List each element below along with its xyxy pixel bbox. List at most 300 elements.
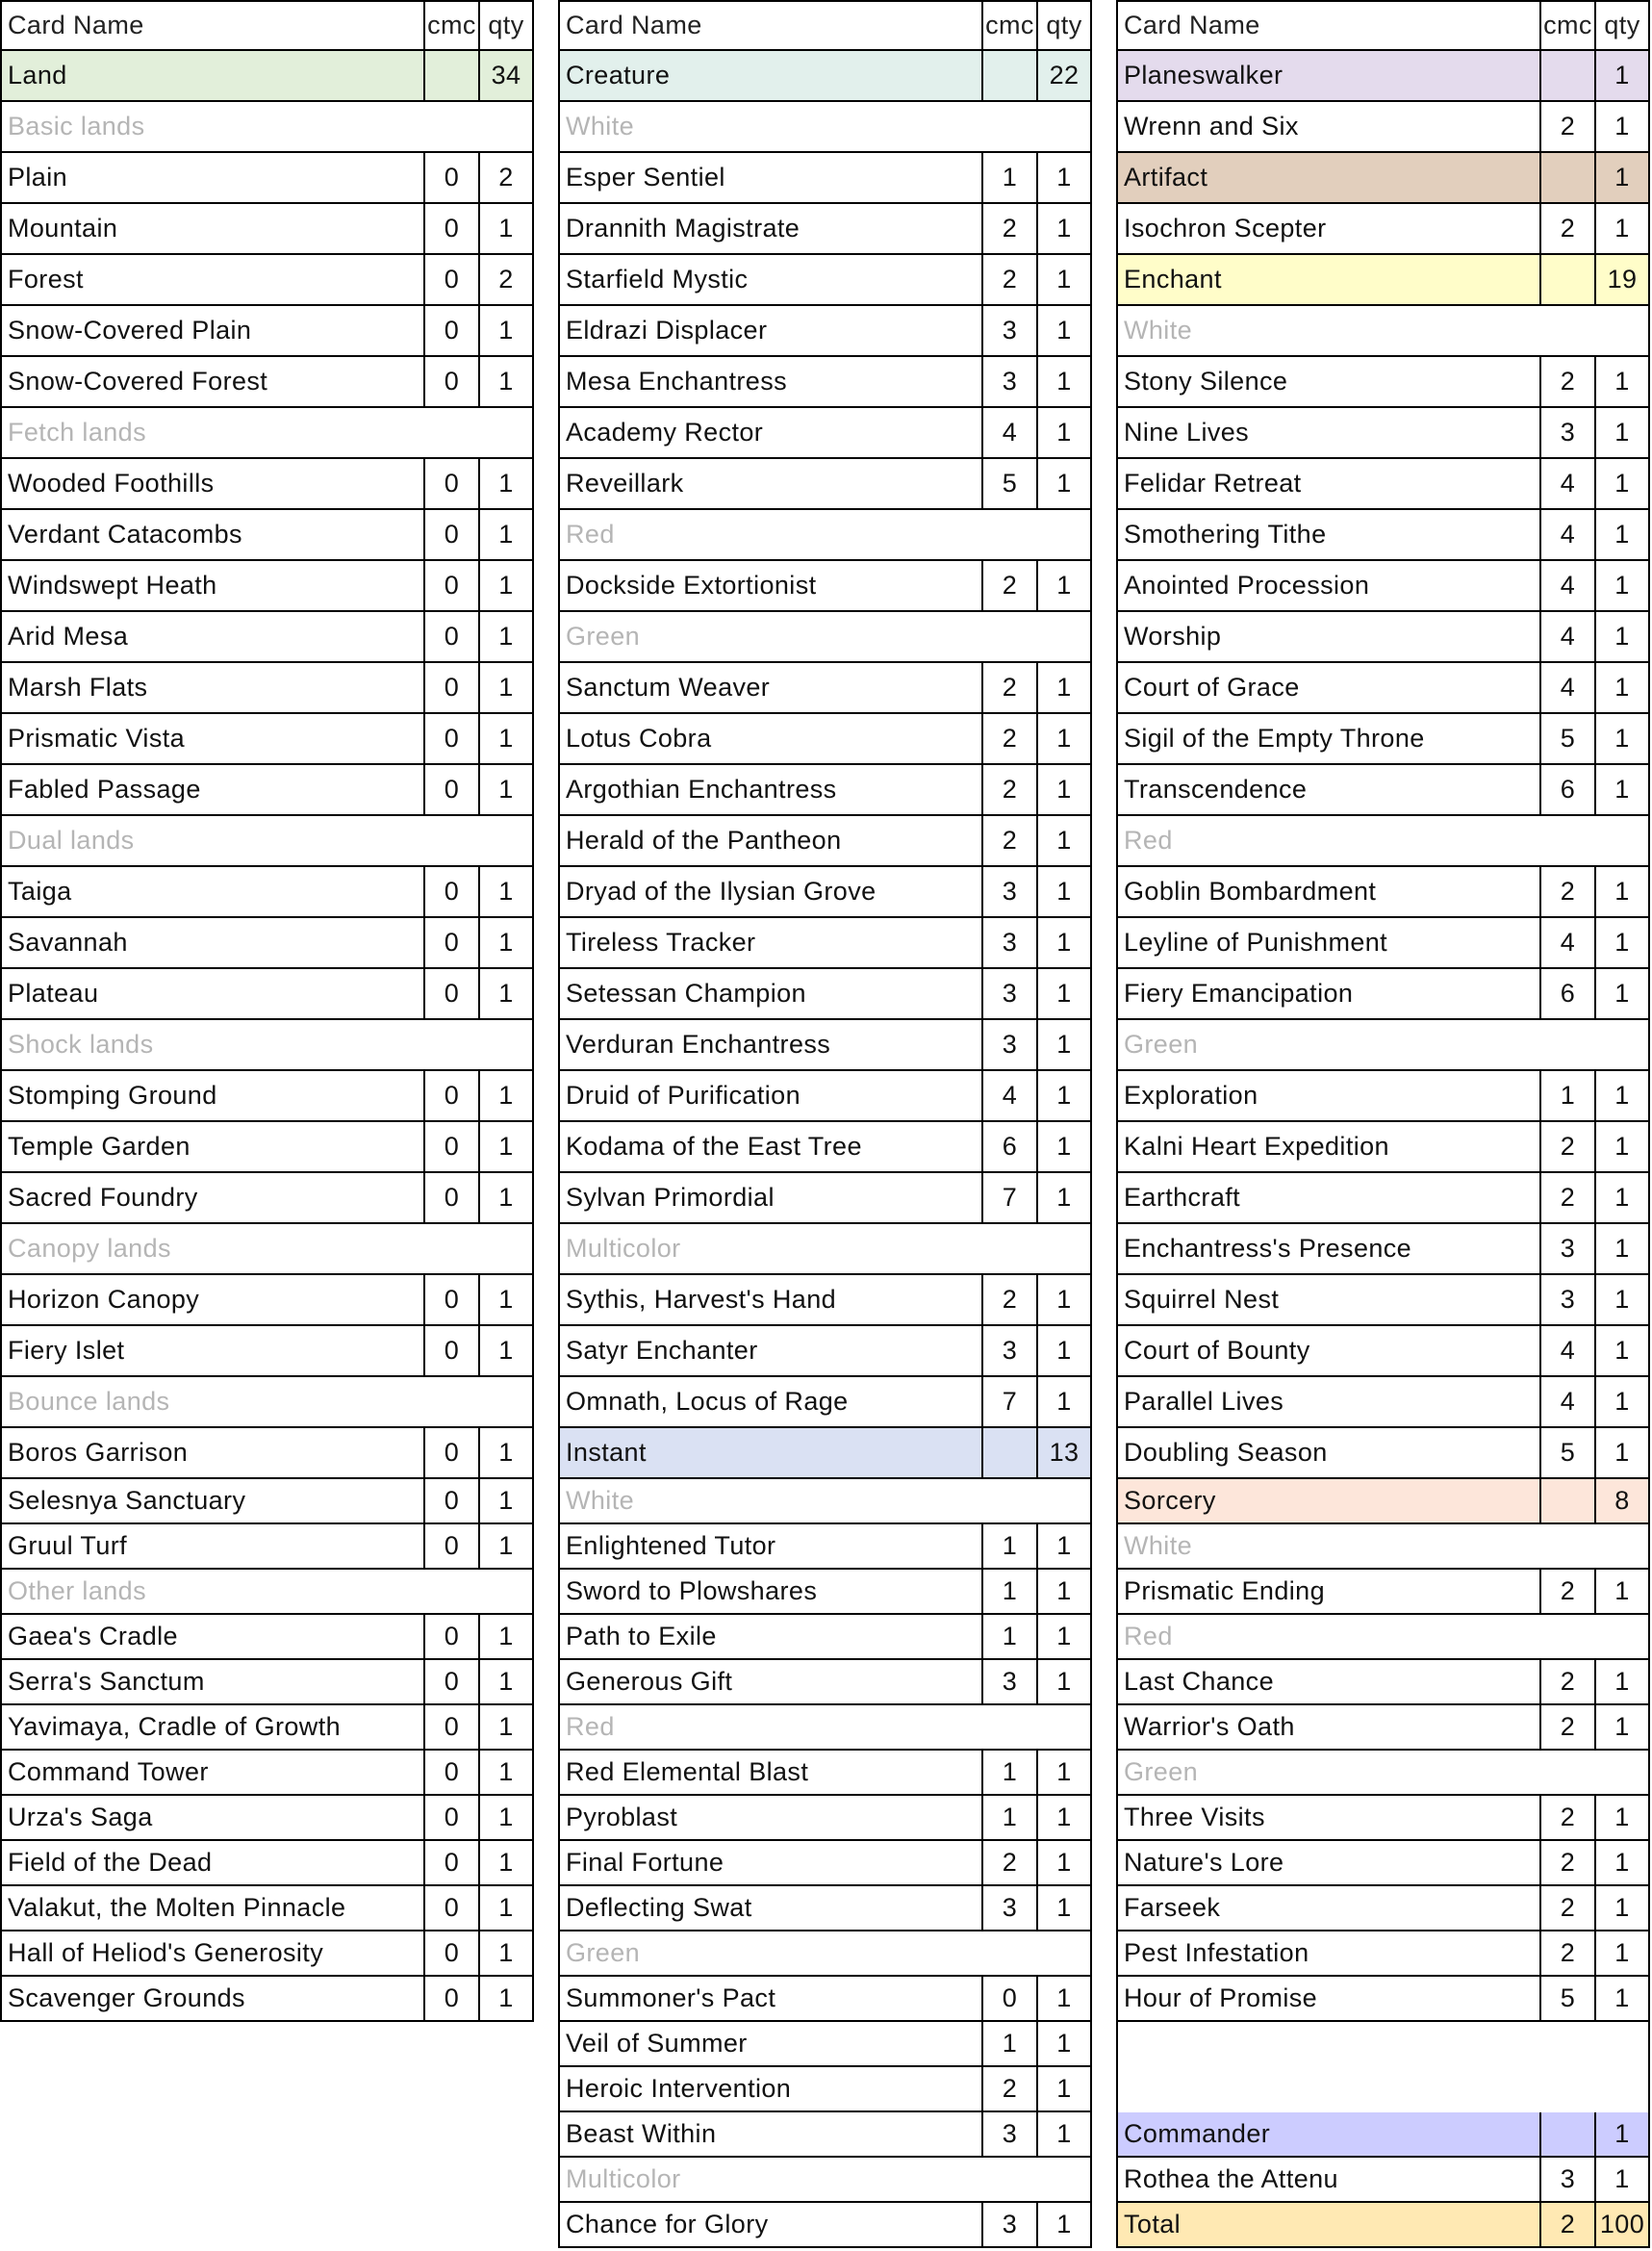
empty-cell[interactable]	[1116, 2022, 1650, 2112]
cmc-cell[interactable]: 1	[983, 153, 1038, 202]
cmc-cell[interactable]: 4	[1541, 612, 1596, 661]
card-name-cell[interactable]: Selesnya Sanctuary	[0, 1479, 425, 1522]
qty-cell[interactable]: 1	[480, 1660, 534, 1703]
qty-cell[interactable]: 1	[1596, 51, 1650, 100]
qty-cell[interactable]: 1	[480, 867, 534, 916]
qty-cell[interactable]: 1	[1038, 1326, 1092, 1375]
qty-cell[interactable]: 1	[1038, 357, 1092, 406]
cmc-header[interactable]: cmc	[425, 2, 480, 49]
cmc-cell[interactable]: 2	[1541, 1122, 1596, 1171]
qty-cell[interactable]: 1	[480, 663, 534, 712]
card-name-cell[interactable]: Gaea's Cradle	[0, 1615, 425, 1658]
card-name-cell[interactable]: Beast Within	[558, 2112, 983, 2156]
card-name-cell[interactable]: Starfield Mystic	[558, 255, 983, 304]
cmc-cell[interactable]: 3	[983, 918, 1038, 967]
qty-cell[interactable]: 1	[480, 1841, 534, 1884]
cmc-cell[interactable]: 7	[983, 1377, 1038, 1426]
card-name-cell[interactable]: Sigil of the Empty Throne	[1116, 714, 1541, 763]
cmc-cell[interactable]: 0	[425, 153, 480, 202]
qty-cell[interactable]: 1	[1038, 1886, 1092, 1930]
card-name-cell[interactable]: Nature's Lore	[1116, 1841, 1541, 1884]
card-name-cell[interactable]: Court of Grace	[1116, 663, 1541, 712]
qty-cell[interactable]: 19	[1596, 255, 1650, 304]
qty-cell[interactable]: 1	[480, 1428, 534, 1477]
card-name-header[interactable]: Card Name	[0, 2, 425, 49]
cmc-cell[interactable]: 2	[1541, 1886, 1596, 1930]
qty-cell[interactable]: 1	[1596, 1931, 1650, 1975]
qty-cell[interactable]: 1	[1038, 1020, 1092, 1069]
card-name-cell[interactable]: Nine Lives	[1116, 408, 1541, 457]
cmc-cell[interactable]: 2	[1541, 1705, 1596, 1749]
cmc-cell[interactable]: 7	[983, 1173, 1038, 1222]
subheading-label[interactable]: Dual lands	[0, 816, 534, 865]
qty-cell[interactable]: 1	[1596, 1796, 1650, 1839]
category-name[interactable]: Artifact	[1116, 153, 1541, 202]
cmc-cell[interactable]: 3	[983, 2203, 1038, 2246]
card-name-cell[interactable]: Three Visits	[1116, 1796, 1541, 1839]
qty-cell[interactable]: 1	[480, 1479, 534, 1522]
cmc-cell[interactable]: 0	[425, 1071, 480, 1120]
card-name-cell[interactable]: Boros Garrison	[0, 1428, 425, 1477]
card-name-cell[interactable]: Command Tower	[0, 1751, 425, 1794]
card-name-cell[interactable]: Stony Silence	[1116, 357, 1541, 406]
card-name-cell[interactable]: Argothian Enchantress	[558, 765, 983, 814]
card-name-cell[interactable]: Forest	[0, 255, 425, 304]
category-name[interactable]: Enchant	[1116, 255, 1541, 304]
cmc-cell[interactable]: 1	[983, 1796, 1038, 1839]
card-name-cell[interactable]: Snow-Covered Forest	[0, 357, 425, 406]
card-name-cell[interactable]: Veil of Summer	[558, 2022, 983, 2065]
subheading-label[interactable]: Green	[558, 612, 1092, 661]
subheading-label[interactable]: Canopy lands	[0, 1224, 534, 1273]
category-name[interactable]: Planeswalker	[1116, 51, 1541, 100]
qty-cell[interactable]: 1	[1038, 663, 1092, 712]
card-name-cell[interactable]: Scavenger Grounds	[0, 1977, 425, 2020]
qty-cell[interactable]: 1	[1038, 918, 1092, 967]
card-name-cell[interactable]: Field of the Dead	[0, 1841, 425, 1884]
qty-cell[interactable]: 100	[1596, 2203, 1650, 2246]
qty-cell[interactable]: 1	[1038, 2203, 1092, 2246]
qty-cell[interactable]: 1	[480, 969, 534, 1018]
qty-cell[interactable]: 1	[1596, 2112, 1650, 2156]
qty-cell[interactable]: 1	[1596, 510, 1650, 559]
qty-cell[interactable]: 1	[1038, 204, 1092, 253]
cmc-cell[interactable]: 6	[983, 1122, 1038, 1171]
qty-cell[interactable]: 1	[480, 1977, 534, 2020]
qty-cell[interactable]: 1	[1038, 2067, 1092, 2110]
qty-cell[interactable]: 1	[1596, 1377, 1650, 1426]
cmc-cell[interactable]	[1541, 1479, 1596, 1522]
cmc-cell[interactable]: 0	[425, 459, 480, 508]
qty-cell[interactable]: 1	[480, 1524, 534, 1568]
card-name-cell[interactable]: Generous Gift	[558, 1660, 983, 1703]
cmc-cell[interactable]: 2	[1541, 357, 1596, 406]
cmc-cell[interactable]: 0	[425, 306, 480, 355]
cmc-cell[interactable]: 0	[425, 714, 480, 763]
cmc-cell[interactable]: 3	[983, 1886, 1038, 1930]
cmc-cell[interactable]: 0	[425, 1479, 480, 1522]
qty-cell[interactable]: 1	[480, 1071, 534, 1120]
cmc-cell[interactable]: 3	[983, 357, 1038, 406]
card-name-cell[interactable]: Esper Sentiel	[558, 153, 983, 202]
card-name-cell[interactable]: Worship	[1116, 612, 1541, 661]
subheading-label[interactable]: Red	[1116, 816, 1650, 865]
cmc-cell[interactable]: 0	[425, 1931, 480, 1975]
qty-cell[interactable]: 1	[1038, 1524, 1092, 1568]
card-name-cell[interactable]: Wooded Foothills	[0, 459, 425, 508]
card-name-cell[interactable]: Stomping Ground	[0, 1071, 425, 1120]
card-name-cell[interactable]: Sylvan Primordial	[558, 1173, 983, 1222]
category-name[interactable]: Land	[0, 51, 425, 100]
cmc-cell[interactable]: 2	[1541, 102, 1596, 151]
card-name-cell[interactable]: Goblin Bombardment	[1116, 867, 1541, 916]
card-name-cell[interactable]: Sword to Plowshares	[558, 1570, 983, 1613]
cmc-cell[interactable]: 3	[1541, 2158, 1596, 2201]
cmc-cell[interactable]: 2	[1541, 2203, 1596, 2246]
card-name-cell[interactable]: Rothea the Attenu	[1116, 2158, 1541, 2201]
cmc-cell[interactable]: 4	[1541, 561, 1596, 610]
cmc-cell[interactable]: 0	[425, 765, 480, 814]
cmc-cell[interactable]: 0	[425, 1886, 480, 1930]
cmc-cell[interactable]: 0	[425, 1122, 480, 1171]
qty-cell[interactable]: 1	[1038, 1615, 1092, 1658]
card-name-cell[interactable]: Academy Rector	[558, 408, 983, 457]
qty-cell[interactable]: 2	[480, 153, 534, 202]
cmc-cell[interactable]: 3	[983, 969, 1038, 1018]
qty-cell[interactable]: 1	[1596, 1224, 1650, 1273]
cmc-cell[interactable]: 1	[1541, 1071, 1596, 1120]
cmc-cell[interactable]: 1	[983, 1524, 1038, 1568]
cmc-cell[interactable]: 0	[425, 561, 480, 610]
qty-cell[interactable]: 1	[480, 918, 534, 967]
qty-cell[interactable]: 1	[1038, 969, 1092, 1018]
qty-cell[interactable]: 1	[1038, 1570, 1092, 1613]
card-name-cell[interactable]: Final Fortune	[558, 1841, 983, 1884]
qty-cell[interactable]: 1	[1038, 765, 1092, 814]
card-name-cell[interactable]: Valakut, the Molten Pinnacle	[0, 1886, 425, 1930]
cmc-cell[interactable]: 2	[983, 714, 1038, 763]
cmc-cell[interactable]: 1	[983, 1615, 1038, 1658]
cmc-cell[interactable]: 5	[983, 459, 1038, 508]
qty-cell[interactable]: 1	[480, 612, 534, 661]
card-name-cell[interactable]: Earthcraft	[1116, 1173, 1541, 1222]
cmc-cell[interactable]: 3	[983, 1020, 1038, 1069]
card-name-cell[interactable]: Savannah	[0, 918, 425, 967]
cmc-cell[interactable]	[983, 51, 1038, 100]
card-name-cell[interactable]: Kodama of the East Tree	[558, 1122, 983, 1171]
card-name-cell[interactable]: Kalni Heart Expedition	[1116, 1122, 1541, 1171]
qty-cell[interactable]: 1	[1596, 1886, 1650, 1930]
cmc-cell[interactable]: 3	[983, 1660, 1038, 1703]
card-name-cell[interactable]: Temple Garden	[0, 1122, 425, 1171]
cmc-cell[interactable]: 0	[425, 1275, 480, 1324]
card-name-cell[interactable]: Path to Exile	[558, 1615, 983, 1658]
card-name-cell[interactable]: Leyline of Punishment	[1116, 918, 1541, 967]
subheading-label[interactable]: Fetch lands	[0, 408, 534, 457]
qty-cell[interactable]: 1	[480, 1173, 534, 1222]
qty-cell[interactable]: 1	[480, 357, 534, 406]
card-name-cell[interactable]: Plateau	[0, 969, 425, 1018]
qty-cell[interactable]: 34	[480, 51, 534, 100]
cmc-cell[interactable]	[1541, 51, 1596, 100]
card-name-cell[interactable]: Tireless Tracker	[558, 918, 983, 967]
cmc-cell[interactable]: 2	[1541, 1796, 1596, 1839]
card-name-cell[interactable]: Smothering Tithe	[1116, 510, 1541, 559]
card-name-cell[interactable]: Lotus Cobra	[558, 714, 983, 763]
cmc-cell[interactable]: 1	[983, 2022, 1038, 2065]
card-name-cell[interactable]: Eldrazi Displacer	[558, 306, 983, 355]
subheading-label[interactable]: White	[558, 1479, 1092, 1522]
card-name-cell[interactable]: Taiga	[0, 867, 425, 916]
card-name-cell[interactable]: Deflecting Swat	[558, 1886, 983, 1930]
cmc-cell[interactable]: 2	[983, 255, 1038, 304]
cmc-cell[interactable]: 6	[1541, 765, 1596, 814]
cmc-cell[interactable]: 0	[425, 1660, 480, 1703]
qty-cell[interactable]: 1	[1596, 2158, 1650, 2201]
qty-cell[interactable]: 1	[480, 1886, 534, 1930]
cmc-cell[interactable]: 4	[983, 408, 1038, 457]
qty-cell[interactable]: 1	[1596, 612, 1650, 661]
cmc-cell[interactable]: 4	[1541, 1326, 1596, 1375]
subheading-label[interactable]: Other lands	[0, 1570, 534, 1613]
qty-cell[interactable]: 1	[1596, 663, 1650, 712]
qty-cell[interactable]: 1	[480, 714, 534, 763]
cmc-cell[interactable]: 3	[1541, 408, 1596, 457]
cmc-header[interactable]: cmc	[1541, 2, 1596, 49]
card-name-cell[interactable]: Transcendence	[1116, 765, 1541, 814]
cmc-cell[interactable]	[1541, 2112, 1596, 2156]
qty-cell[interactable]: 1	[1596, 1428, 1650, 1477]
card-name-cell[interactable]: Isochron Scepter	[1116, 204, 1541, 253]
card-name-header[interactable]: Card Name	[1116, 2, 1541, 49]
cmc-cell[interactable]: 3	[1541, 1224, 1596, 1273]
qty-cell[interactable]: 1	[1596, 561, 1650, 610]
subheading-label[interactable]: Green	[1116, 1020, 1650, 1069]
card-name-cell[interactable]: Windswept Heath	[0, 561, 425, 610]
card-name-cell[interactable]: Enlightened Tutor	[558, 1524, 983, 1568]
card-name-cell[interactable]: Heroic Intervention	[558, 2067, 983, 2110]
qty-header[interactable]: qty	[1596, 2, 1650, 49]
qty-cell[interactable]: 1	[480, 204, 534, 253]
card-name-cell[interactable]: Pyroblast	[558, 1796, 983, 1839]
qty-cell[interactable]: 1	[1038, 1841, 1092, 1884]
card-name-cell[interactable]: Fiery Islet	[0, 1326, 425, 1375]
card-name-cell[interactable]: Gruul Turf	[0, 1524, 425, 1568]
qty-cell[interactable]: 1	[480, 1751, 534, 1794]
subheading-label[interactable]: Bounce lands	[0, 1377, 534, 1426]
card-name-cell[interactable]: Felidar Retreat	[1116, 459, 1541, 508]
subheading-label[interactable]: Green	[558, 1931, 1092, 1975]
cmc-cell[interactable]: 0	[425, 357, 480, 406]
qty-cell[interactable]: 1	[1038, 306, 1092, 355]
card-name-cell[interactable]: Mountain	[0, 204, 425, 253]
cmc-cell[interactable]: 2	[1541, 1841, 1596, 1884]
cmc-cell[interactable]: 0	[425, 1977, 480, 2020]
cmc-cell[interactable]: 2	[983, 1841, 1038, 1884]
card-name-cell[interactable]: Fabled Passage	[0, 765, 425, 814]
qty-cell[interactable]: 1	[1596, 1841, 1650, 1884]
subheading-label[interactable]: Red	[558, 1705, 1092, 1749]
cmc-cell[interactable]: 0	[425, 918, 480, 967]
cmc-cell[interactable]: 4	[1541, 1377, 1596, 1426]
card-name-cell[interactable]: Doubling Season	[1116, 1428, 1541, 1477]
subheading-label[interactable]: White	[1116, 306, 1650, 355]
qty-cell[interactable]: 1	[1038, 255, 1092, 304]
qty-cell[interactable]: 1	[1038, 1122, 1092, 1171]
category-name[interactable]: Instant	[558, 1428, 983, 1477]
cmc-cell[interactable]: 0	[983, 1977, 1038, 2020]
qty-cell[interactable]: 1	[1038, 1977, 1092, 2020]
qty-cell[interactable]: 1	[1596, 102, 1650, 151]
cmc-cell[interactable]: 0	[425, 1705, 480, 1749]
qty-cell[interactable]: 1	[1596, 867, 1650, 916]
card-name-cell[interactable]: Druid of Purification	[558, 1071, 983, 1120]
cmc-cell[interactable]: 2	[983, 765, 1038, 814]
card-name-cell[interactable]: Arid Mesa	[0, 612, 425, 661]
cmc-cell[interactable]: 2	[1541, 1570, 1596, 1613]
qty-cell[interactable]: 8	[1596, 1479, 1650, 1522]
card-name-cell[interactable]: Chance for Glory	[558, 2203, 983, 2246]
card-name-cell[interactable]: Summoner's Pact	[558, 1977, 983, 2020]
card-name-cell[interactable]: Warrior's Oath	[1116, 1705, 1541, 1749]
card-name-cell[interactable]: Snow-Covered Plain	[0, 306, 425, 355]
qty-cell[interactable]: 1	[480, 1122, 534, 1171]
card-name-cell[interactable]: Hour of Promise	[1116, 1977, 1541, 2020]
qty-cell[interactable]: 1	[1038, 867, 1092, 916]
subheading-label[interactable]: Red	[558, 510, 1092, 559]
card-name-cell[interactable]: Red Elemental Blast	[558, 1751, 983, 1794]
qty-cell[interactable]: 1	[1596, 1570, 1650, 1613]
qty-cell[interactable]: 1	[1596, 1173, 1650, 1222]
cmc-cell[interactable]	[983, 1428, 1038, 1477]
cmc-header[interactable]: cmc	[983, 2, 1038, 49]
card-name-cell[interactable]: Plain	[0, 153, 425, 202]
qty-cell[interactable]: 1	[1596, 714, 1650, 763]
card-name-cell[interactable]: Verduran Enchantress	[558, 1020, 983, 1069]
cmc-cell[interactable]: 2	[983, 561, 1038, 610]
qty-cell[interactable]: 1	[1596, 918, 1650, 967]
cmc-cell[interactable]: 0	[425, 510, 480, 559]
cmc-cell[interactable]: 2	[983, 816, 1038, 865]
card-name-cell[interactable]: Prismatic Vista	[0, 714, 425, 763]
qty-cell[interactable]: 1	[480, 765, 534, 814]
cmc-cell[interactable]: 4	[1541, 918, 1596, 967]
cmc-cell[interactable]: 3	[1541, 1275, 1596, 1324]
cmc-cell[interactable]: 5	[1541, 1428, 1596, 1477]
cmc-cell[interactable]: 0	[425, 1841, 480, 1884]
cmc-cell[interactable]: 2	[983, 1275, 1038, 1324]
cmc-cell[interactable]: 0	[425, 255, 480, 304]
qty-cell[interactable]: 1	[1038, 153, 1092, 202]
card-name-cell[interactable]: Hall of Heliod's Generosity	[0, 1931, 425, 1975]
cmc-cell[interactable]: 3	[983, 867, 1038, 916]
qty-cell[interactable]: 1	[1038, 408, 1092, 457]
qty-cell[interactable]: 1	[480, 1705, 534, 1749]
card-name-cell[interactable]: Yavimaya, Cradle of Growth	[0, 1705, 425, 1749]
qty-cell[interactable]: 1	[1596, 204, 1650, 253]
subheading-label[interactable]: White	[1116, 1524, 1650, 1568]
qty-cell[interactable]: 1	[1596, 1071, 1650, 1120]
category-name[interactable]: Creature	[558, 51, 983, 100]
card-name-cell[interactable]: Dockside Extortionist	[558, 561, 983, 610]
qty-cell[interactable]: 1	[480, 1326, 534, 1375]
qty-cell[interactable]: 1	[1038, 1377, 1092, 1426]
qty-header[interactable]: qty	[1038, 2, 1092, 49]
cmc-cell[interactable]: 2	[1541, 1931, 1596, 1975]
card-name-cell[interactable]: Pest Infestation	[1116, 1931, 1541, 1975]
card-name-cell[interactable]: Dryad of the Ilysian Grove	[558, 867, 983, 916]
subheading-label[interactable]: White	[558, 102, 1092, 151]
qty-cell[interactable]: 1	[1596, 408, 1650, 457]
cmc-cell[interactable]: 1	[983, 1751, 1038, 1794]
qty-cell[interactable]: 1	[1038, 1071, 1092, 1120]
card-name-cell[interactable]: Exploration	[1116, 1071, 1541, 1120]
qty-cell[interactable]: 1	[480, 1275, 534, 1324]
subheading-label[interactable]: Basic lands	[0, 102, 534, 151]
card-name-cell[interactable]: Serra's Sanctum	[0, 1660, 425, 1703]
card-name-cell[interactable]: Court of Bounty	[1116, 1326, 1541, 1375]
qty-cell[interactable]: 13	[1038, 1428, 1092, 1477]
cmc-cell[interactable]: 0	[425, 663, 480, 712]
cmc-cell[interactable]: 2	[983, 2067, 1038, 2110]
qty-cell[interactable]: 1	[480, 1931, 534, 1975]
qty-cell[interactable]: 1	[480, 459, 534, 508]
cmc-cell[interactable]: 2	[1541, 867, 1596, 916]
qty-cell[interactable]: 1	[1038, 2112, 1092, 2156]
qty-cell[interactable]: 1	[480, 561, 534, 610]
qty-cell[interactable]: 1	[480, 306, 534, 355]
cmc-cell[interactable]: 3	[983, 1326, 1038, 1375]
subheading-label[interactable]: Multicolor	[558, 1224, 1092, 1273]
qty-cell[interactable]: 1	[1596, 1275, 1650, 1324]
cmc-cell[interactable]: 0	[425, 1524, 480, 1568]
card-name-cell[interactable]: Wrenn and Six	[1116, 102, 1541, 151]
category-name[interactable]: Total	[1116, 2203, 1541, 2246]
qty-cell[interactable]: 1	[1038, 2022, 1092, 2065]
cmc-cell[interactable]: 3	[983, 2112, 1038, 2156]
subheading-label[interactable]: Shock lands	[0, 1020, 534, 1069]
qty-cell[interactable]: 1	[1038, 1660, 1092, 1703]
cmc-cell[interactable]: 0	[425, 204, 480, 253]
cmc-cell[interactable]: 2	[983, 204, 1038, 253]
card-name-cell[interactable]: Setessan Champion	[558, 969, 983, 1018]
qty-cell[interactable]: 2	[480, 255, 534, 304]
cmc-cell[interactable]: 0	[425, 1428, 480, 1477]
qty-cell[interactable]: 1	[1596, 765, 1650, 814]
category-name[interactable]: Sorcery	[1116, 1479, 1541, 1522]
qty-cell[interactable]: 1	[1596, 1977, 1650, 2020]
cmc-cell[interactable]	[1541, 255, 1596, 304]
cmc-cell[interactable]: 0	[425, 1796, 480, 1839]
card-name-cell[interactable]: Parallel Lives	[1116, 1377, 1541, 1426]
cmc-cell[interactable]	[1541, 153, 1596, 202]
card-name-cell[interactable]: Verdant Catacombs	[0, 510, 425, 559]
card-name-cell[interactable]: Drannith Magistrate	[558, 204, 983, 253]
qty-cell[interactable]: 1	[1596, 153, 1650, 202]
qty-cell[interactable]: 1	[480, 510, 534, 559]
cmc-cell[interactable]	[425, 51, 480, 100]
cmc-cell[interactable]: 1	[983, 1570, 1038, 1613]
cmc-cell[interactable]: 4	[983, 1071, 1038, 1120]
cmc-cell[interactable]: 6	[1541, 969, 1596, 1018]
subheading-label[interactable]: Green	[1116, 1751, 1650, 1794]
cmc-cell[interactable]: 0	[425, 1751, 480, 1794]
card-name-cell[interactable]: Last Chance	[1116, 1660, 1541, 1703]
qty-cell[interactable]: 1	[1596, 1705, 1650, 1749]
cmc-cell[interactable]: 4	[1541, 663, 1596, 712]
qty-cell[interactable]: 1	[1596, 1122, 1650, 1171]
qty-cell[interactable]: 1	[1038, 1751, 1092, 1794]
